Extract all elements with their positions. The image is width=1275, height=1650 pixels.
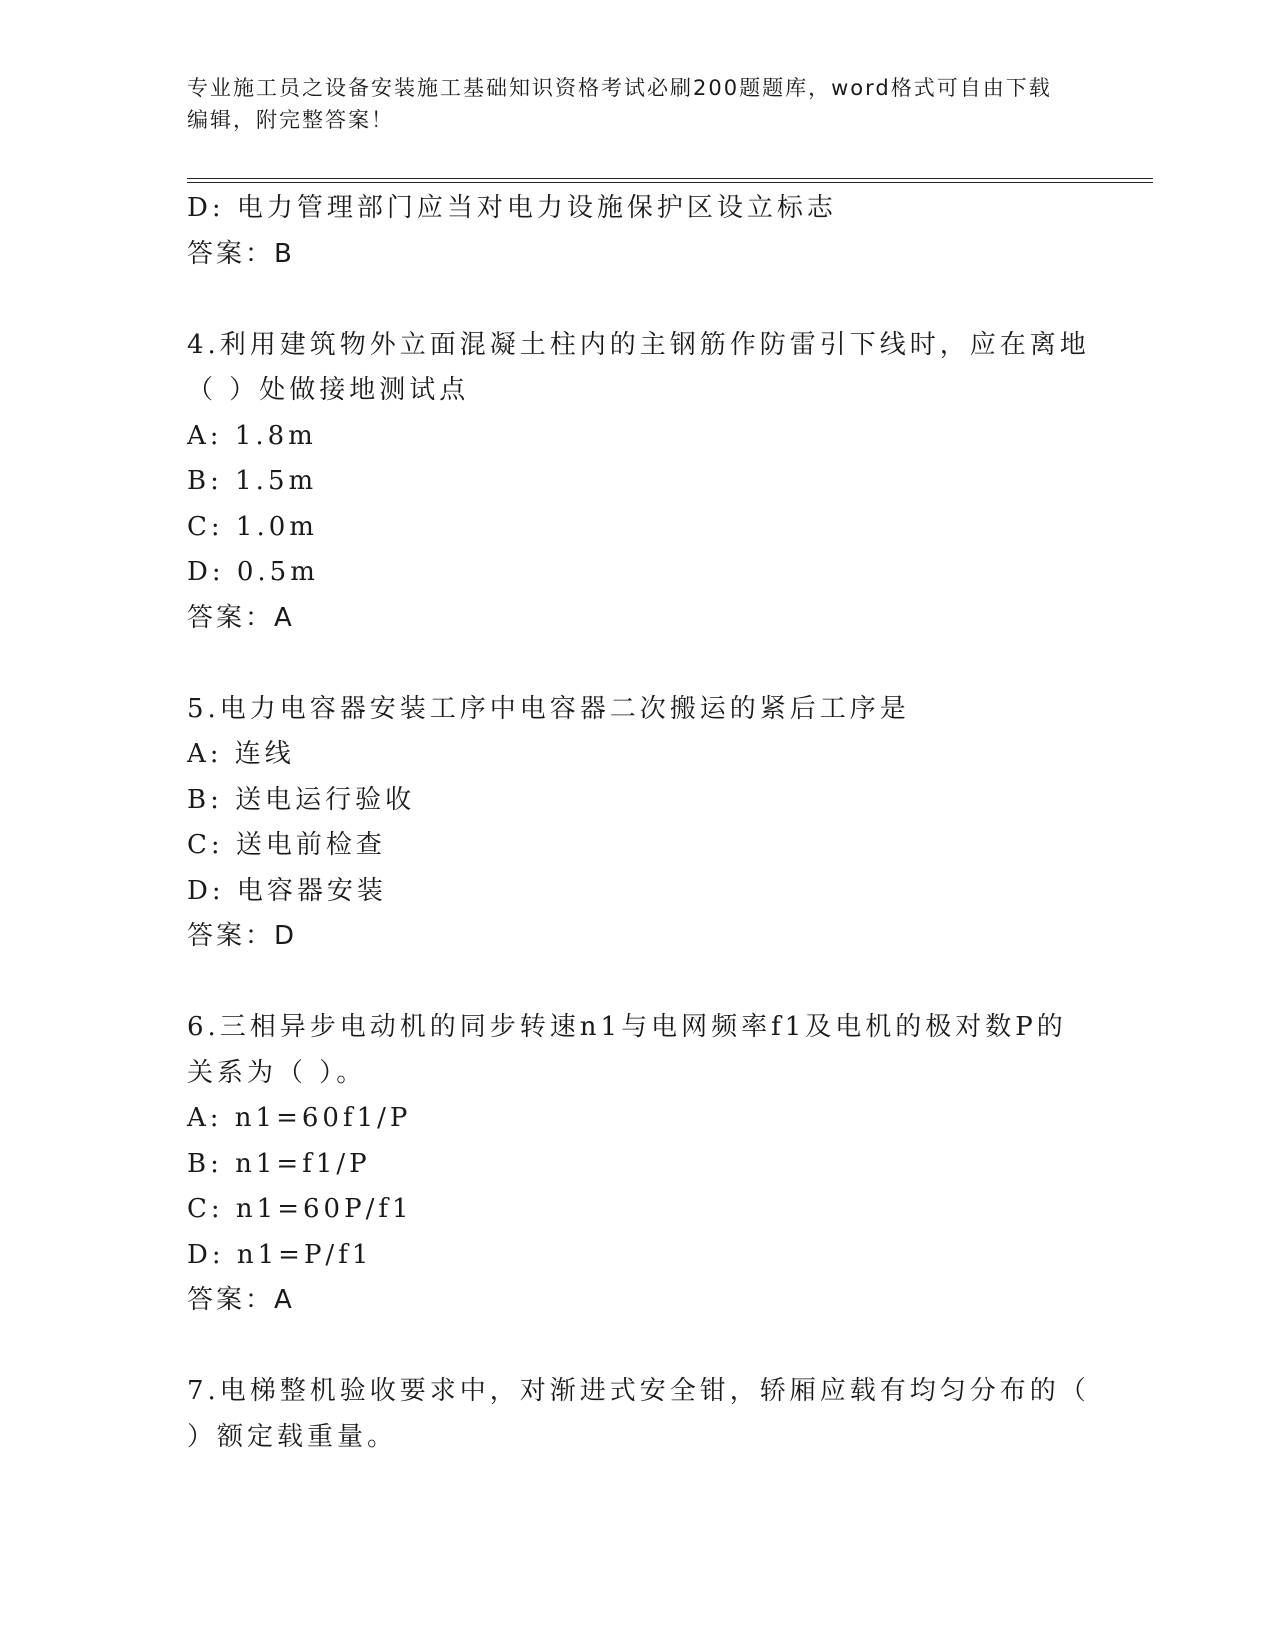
option-c: C: n1=60P/f1 — [187, 1194, 413, 1224]
question-4-stem-cont: （ ）处做接地测试点 — [187, 375, 470, 405]
option-b: B: n1=f1/P — [187, 1148, 371, 1179]
question-list — [187, 186, 1090, 1460]
spacer — [187, 960, 1067, 1006]
option-b: B: 1.5m — [187, 466, 318, 496]
spacer — [187, 641, 1067, 687]
answer-line: 答案：D — [187, 921, 298, 951]
document-header: 专业施工员之设备安装施工基础知识资格考试必刷200题题库，word格式可自由下载编辑，附完整答案！ — [187, 76, 1052, 132]
spacer — [187, 277, 1067, 323]
question-7-stem: 7.电梯整机验收要求中，对渐进式安全钳，轿厢应载有均匀分布的（ — [187, 1376, 1090, 1406]
question-5-stem: 5.电力电容器安装工序中电容器二次搬运的紧后工序是 — [187, 693, 910, 724]
answer-line: 答案：B — [187, 238, 295, 269]
option-d: D: n1=P/f1 — [187, 1239, 373, 1270]
option-a: A: 1.8m — [187, 420, 317, 451]
option-d: D: 电容器安装 — [187, 875, 387, 906]
option-d: D: 0.5m — [187, 557, 319, 587]
question-4-stem: 4.利用建筑物外立面混凝土柱内的主钢筋作防雷引下线时，应在离地 — [187, 329, 1090, 360]
header-divider-bottom — [187, 182, 1153, 183]
option-a: A: 连线 — [187, 739, 295, 769]
option-c: C: 1.0m — [187, 511, 318, 542]
question-6-stem-cont: 关系为（ ）。 — [187, 1057, 367, 1088]
answer-line: 答案：A — [187, 602, 295, 633]
option-b: B: 送电运行验收 — [187, 784, 416, 815]
answer-line: 答案：A — [187, 1285, 295, 1315]
option-d: D: 电力管理部门应当对电力设施保护区设立标志 — [187, 193, 837, 223]
option-c: C: 送电前检查 — [187, 830, 386, 860]
question-6-stem: 6.三相异步电动机的同步转速n1与电网频率f1及电机的极对数P的 — [187, 1012, 1067, 1042]
question-7-stem-cont: ）额定载重量。 — [187, 1421, 398, 1452]
option-a: A: n1=60f1/P — [187, 1103, 412, 1133]
spacer — [187, 1324, 1067, 1370]
header-divider-top — [187, 178, 1153, 179]
